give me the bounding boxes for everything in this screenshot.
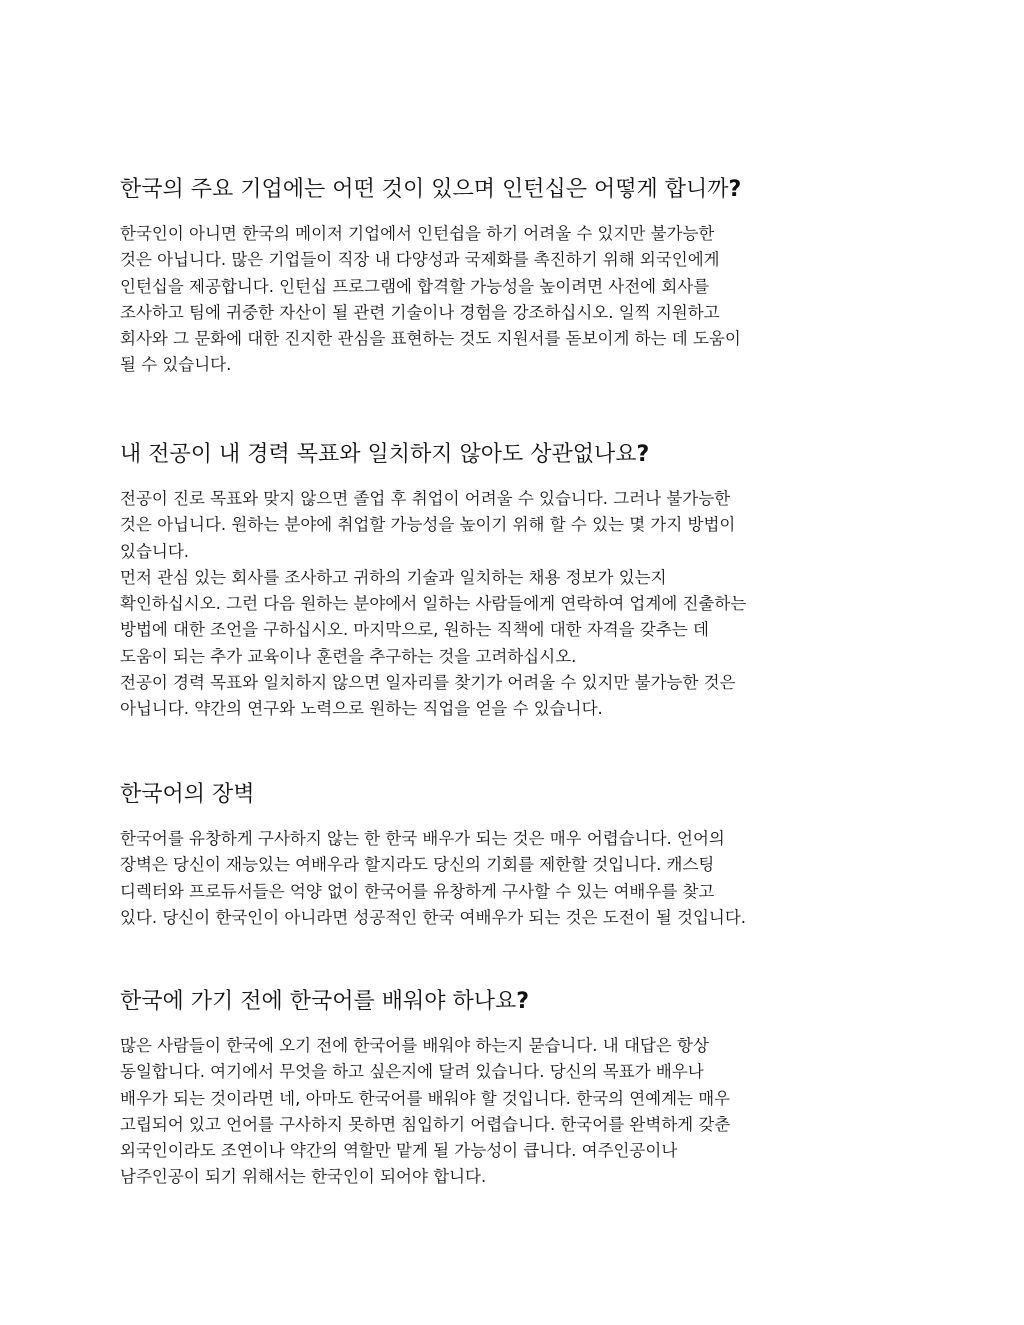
paragraph-line: 한국인이 아니면 한국의 메이저 기업에서 인턴쉽을 하기 어려울 수 있지만 불가능한 [120, 224, 715, 243]
paragraph-line: 아닙니다. 약간의 연구와 노력으로 원하는 직업을 얻을 수 있습니다. [120, 699, 603, 719]
paragraph-line: 장벽은 당신이 재능있는 여배우라 할지라도 당신의 기회를 제한할 것입니다. 캐스팅 [120, 855, 715, 875]
heading-text: 한국에 가기 전에 한국어를 배워야 하나요 [120, 989, 517, 1014]
paragraph-line: 남주인공이 되기 위해서는 한국인이 되어야 합니다. [120, 1167, 487, 1187]
section-heading [120, 175, 910, 205]
paragraph-line: 많은 사람들이 한국에 오기 전에 한국어를 배워야 하는지 묻습니다. 내 대답은 항상 [120, 1036, 709, 1055]
heading-text: 한국어의 장벽 [120, 782, 255, 807]
paragraph-line: 디렉터와 프로듀서들은 억양 없이 한국어를 유창하게 구사할 수 있는 여배우를 찾고 [120, 881, 715, 901]
paragraph-line: 것은 아닙니다. 많은 기업들이 직장 내 다양성과 국제화를 촉진하기 위해 외국인에게 [120, 250, 720, 270]
heading-question-mark: ? [728, 177, 742, 202]
section-heading [120, 987, 910, 1017]
paragraph-line: 먼저 관심 있는 회사를 조사하고 귀하의 기술과 일치하는 채용 정보가 있는지 [120, 567, 667, 587]
heading-text: 내 전공이 내 경력 목표와 일치하지 않아도 상관없나요 [120, 442, 637, 467]
section-heading [120, 780, 910, 810]
heading-question-mark: ? [636, 442, 650, 467]
paragraph-line: 있다. 당신이 한국인이 아니라면 성공적인 한국 여배우가 되는 것은 도전이 될 것입니다. [120, 907, 747, 927]
paragraph-line: 배우가 되는 것이라면 네, 아마도 한국어를 배워야 할 것입니다. 한국의 연예계는 매우 [120, 1088, 731, 1108]
paragraph-line: 조사하고 팀에 귀중한 자산이 될 관련 기술이나 경험을 강조하십시오. 일찍 지원하고 [120, 302, 720, 322]
heading-text: 한국의 주요 기업에는 어떤 것이 있으며 인턴십은 어떻게 합니까 [120, 177, 729, 202]
paragraph-line: 될 수 있습니다. [120, 355, 232, 375]
paragraph-line: 도움이 되는 추가 교육이나 훈련을 추구하는 것을 고려하십시오. [120, 646, 577, 666]
section-heading [120, 440, 910, 470]
paragraph-line: 전공이 진로 목표와 맞지 않으면 졸업 후 취업이 어려울 수 있습니다. 그러나 불가능한 [120, 489, 731, 508]
section-language-barrier [120, 780, 910, 931]
paragraph-line: 있습니다. [120, 541, 190, 561]
section-major-companies [120, 175, 910, 379]
paragraph-line: 동일합니다. 여기에서 무엇을 하고 싶은지에 달려 있습니다. 당신의 목표가 배우나 [120, 1062, 704, 1082]
paragraph-line: 전공이 경력 목표와 일치하지 않으면 일자리를 찾기가 어려울 수 있지만 불가능한 것은 [120, 673, 736, 693]
paragraph-line: 회사와 그 문화에 대한 진지한 관심을 표현하는 것도 지원서를 돋보이게 하는 데 도움이 [120, 329, 741, 349]
paragraph-line: 고립되어 있고 언어를 구사하지 못하면 침입하기 어렵습니다. 한국어를 완벽하게 갖춘 [120, 1114, 731, 1134]
heading-question-mark: ? [516, 989, 530, 1014]
paragraph-line: 한국어를 유창하게 구사하지 않는 한 한국 배우가 되는 것은 매우 어렵습니다. 언어의 [120, 829, 725, 848]
paragraph-line: 외국인이라도 조연이나 약간의 역할만 맡게 될 가능성이 큽니다. 여주인공이나 [120, 1141, 678, 1161]
section-paragraph [120, 221, 910, 379]
paragraph-line: 방법에 대한 조언을 구하십시오. 마지막으로, 원하는 직책에 대한 자격을 갖추는 데 [120, 620, 709, 640]
section-paragraph [120, 826, 910, 931]
paragraph-line: 인턴십을 제공합니다. 인턴십 프로그램에 합격할 가능성을 높이려면 사전에 회사를 [120, 276, 710, 296]
section-paragraph [120, 486, 910, 723]
section-learn-korean [120, 987, 910, 1191]
paragraph-line: 확인하십시오. 그런 다음 원하는 분야에서 일하는 사람들에게 연락하여 업계에 진출하는 [120, 594, 747, 614]
section-major-mismatch [120, 440, 910, 723]
section-paragraph [120, 1033, 910, 1191]
paragraph-line: 것은 아닙니다. 원하는 분야에 취업할 가능성을 높이기 위해 할 수 있는 몇 가지 방법이 [120, 515, 736, 535]
